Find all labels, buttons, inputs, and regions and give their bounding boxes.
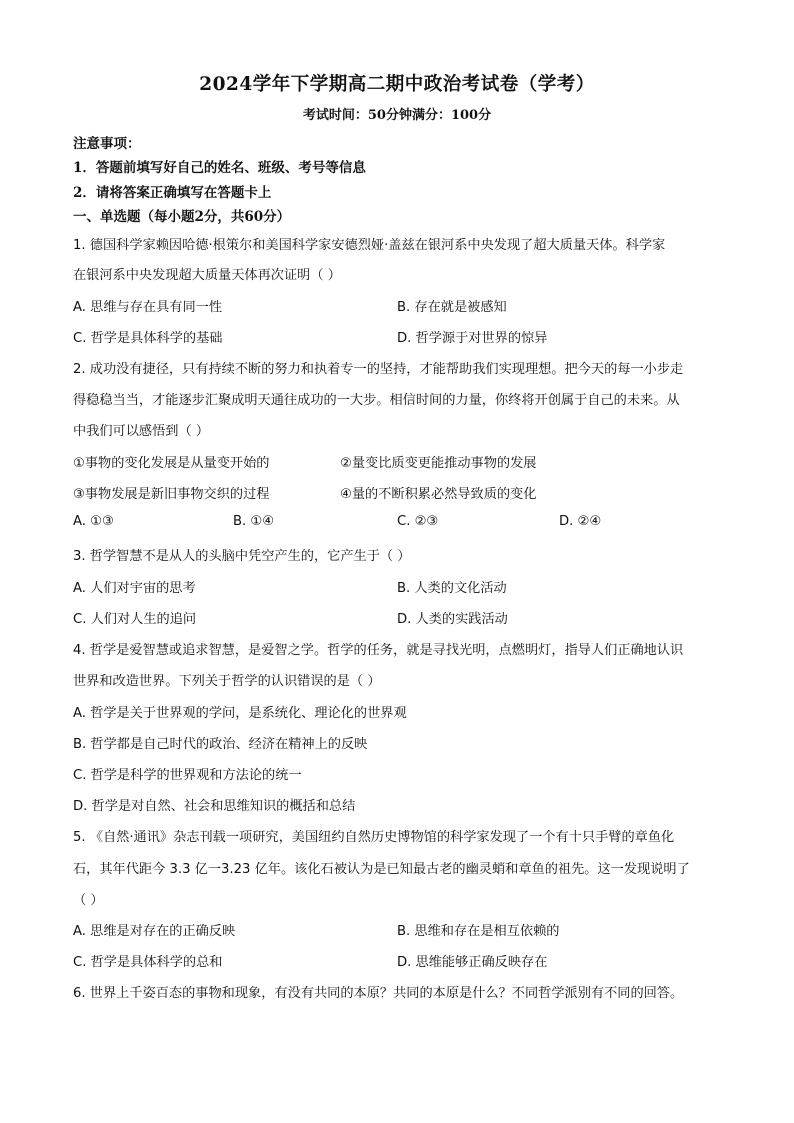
question-2-stem-line-3: 中我们可以感悟到（ ） [73,424,210,439]
question-5-stem-line-2: 石，其年代距今 3.3 亿一3.23 亿年。该化石被认为是已知最古老的幽灵蛸和章鱼的祖先。这一发现说明了 [73,862,690,877]
question-1-option-d: D. 哲学源于对世界的惊异 [397,331,548,346]
question-2-option-a: A. ①③ [73,514,114,529]
question-2-option-d: D. ②④ [559,514,602,529]
exam-subtitle: 考试时间：50分钟满分：100分 [302,108,492,123]
question-2-statement-2: ②量变比质变更能推动事物的发展 [340,456,537,471]
question-6-stem-line-1: 6. 世界上千姿百态的事物和现象，有没有共同的本原？共同的本原是什么？不同哲学派别有不同的回答。 [73,986,684,1001]
question-3-option-a: A. 人们对宇宙的思考 [73,581,196,596]
question-5-option-b: B. 思维和存在是相互依赖的 [397,924,560,939]
question-1-option-a: A. 思维与存在具有同一性 [73,300,223,315]
question-4-option-a: A. 哲学是关于世界观的学问，是系统化、理论化的世界观 [73,706,407,721]
question-3-stem-line-1: 3. 哲学智慧不是从人的头脑中凭空产生的，它产生于（ ） [73,549,411,564]
question-3-option-c: C. 人们对人生的追问 [73,612,197,627]
question-1-stem-line-2: 在银河系中央发现超大质量天体再次证明（ ） [73,268,341,283]
question-2-stem-line-2: 得稳稳当当，才能逐步汇聚成明天通往成功的一大步。相信时间的力量，你终将开创属于自己的未来。从 [73,393,680,408]
question-4-option-d: D. 哲学是对自然、社会和思维知识的概括和总结 [73,799,356,814]
question-5-option-d: D. 思维能够正确反映存在 [397,955,548,970]
question-1-option-b: B. 存在就是被感知 [397,300,507,315]
question-2-statement-3: ③事物发展是新旧事物交织的过程 [73,487,270,502]
question-4-stem-line-2: 世界和改造世界。下列关于哲学的认识错误的是（ ） [73,674,381,689]
question-5-stem-line-3: （ ） [73,893,104,908]
section-heading: 一、单选题（每小题2分，共60分） [73,209,291,225]
question-5-option-a: A. 思维是对存在的正确反映 [73,924,236,939]
question-2-statement-4: ④量的不断积累必然导致质的变化 [340,487,537,502]
question-2-statement-1: ①事物的变化发展是从量变开始的 [73,456,270,471]
question-4-option-b: B. 哲学都是自己时代的政治、经济在精神上的反映 [73,737,368,752]
question-3-option-b: B. 人类的文化活动 [397,581,507,596]
question-2-stem-line-1: 2. 成功没有捷径，只有持续不断的努力和执着专一的坚持，才能帮助我们实现理想。把今天的每一小步走 [73,362,684,377]
question-2-option-c: C. ②③ [397,514,439,529]
notes-heading: 注意事项： [73,136,141,152]
notes-item-2: 2．请将答案正确填写在答题卡上 [73,185,272,201]
question-5-option-c: C. 哲学是具体科学的总和 [73,955,223,970]
exam-title: 2024学年下学期高二期中政治考试卷（学考） [199,74,595,95]
question-4-stem-line-1: 4. 哲学是爱智慧或追求智慧，是爱智之学。哲学的任务，就是寻找光明，点燃明灯，指导人们正确地认识 [73,643,684,658]
question-2-option-b: B. ①④ [233,514,275,529]
question-1-option-c: C. 哲学是具体科学的基础 [73,331,223,346]
question-5-stem-line-1: 5. 《自然·通讯》杂志刊载一项研究，美国纽约自然历史博物馆的科学家发现了一个有十只手臂的章鱼化 [73,830,675,845]
question-1-stem-line-1: 1. 德国科学家赖因哈德·根策尔和美国科学家安德烈娅·盖兹在银河系中央发现了超大质量天体。科学家 [73,238,666,253]
question-4-option-c: C. 哲学是科学的世界观和方法论的统一 [73,768,302,783]
question-3-option-d: D. 人类的实践活动 [397,612,508,627]
notes-item-1: 1．答题前填写好自己的姓名、班级、考号等信息 [73,160,366,176]
